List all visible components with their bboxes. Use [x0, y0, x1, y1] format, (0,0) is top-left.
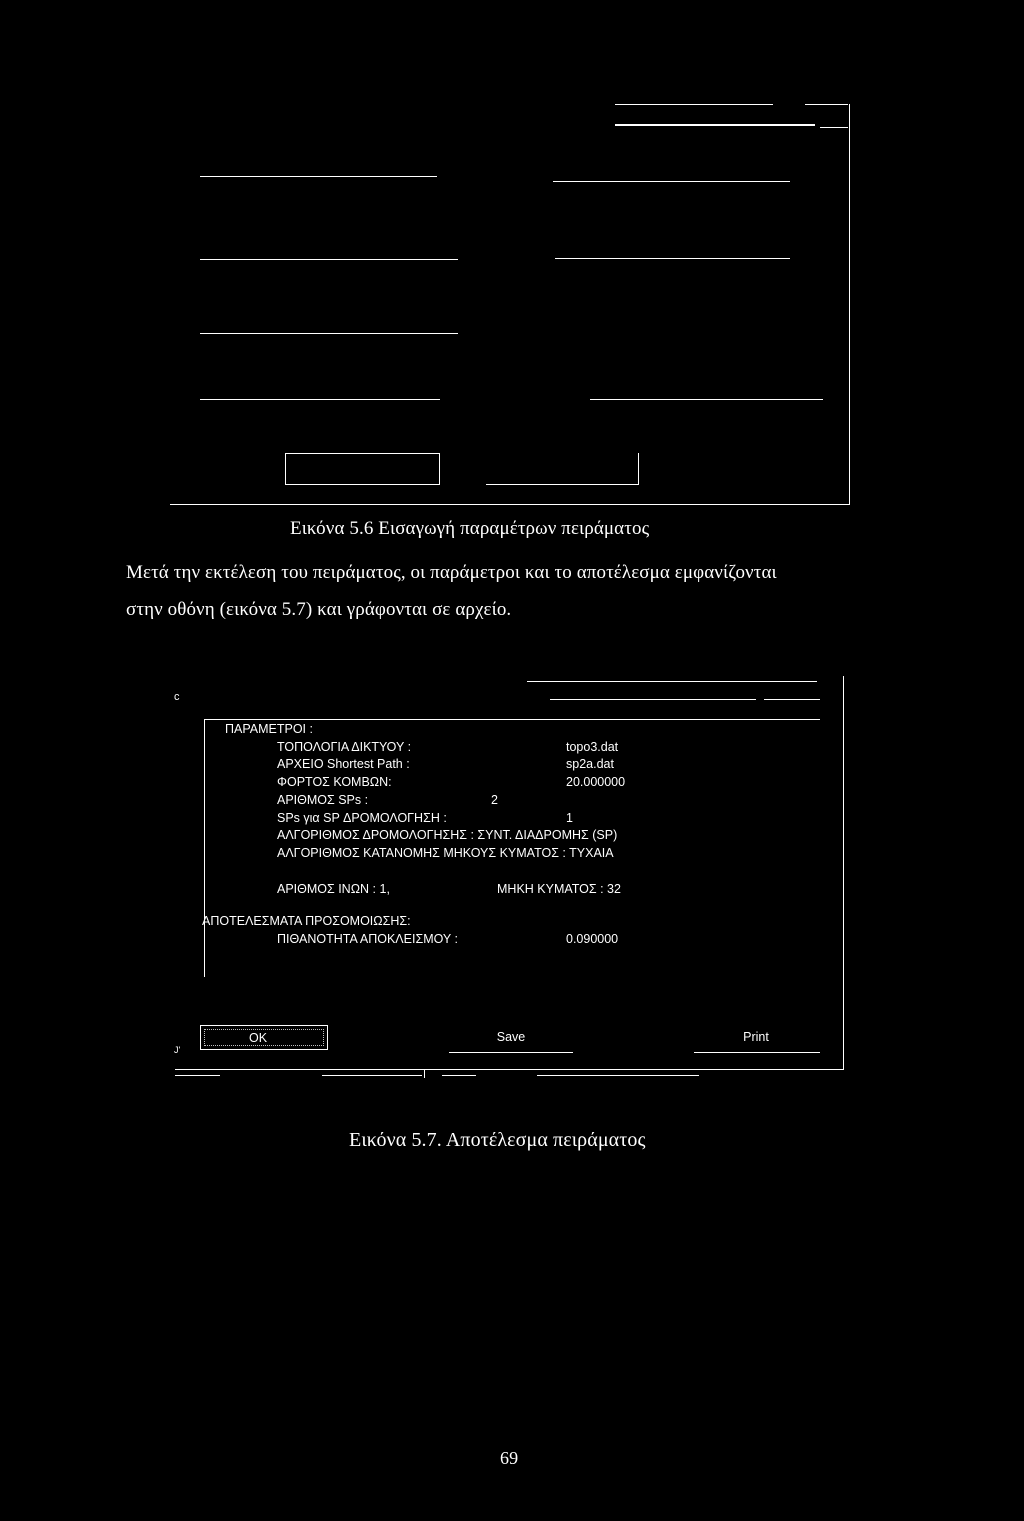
param-label: ΤΟΠΟΛΟΓΙΑ ΔΙΚΤΥΟΥ :	[277, 740, 412, 754]
form-right-border	[849, 104, 850, 504]
param-label: ΦΟΡΤΟΣ ΚΟΜΒΩΝ:	[277, 775, 392, 789]
form-field-line	[200, 333, 458, 334]
form-field-line	[200, 259, 458, 260]
body-text-line-1: Μετά την εκτέλεση του πειράματος, οι παράμετροι και το αποτέλεσμα εμφανίζονται	[126, 562, 777, 583]
statusbar-divider	[424, 1069, 425, 1078]
form-bottom-border	[170, 504, 850, 505]
param-value: topo3.dat	[566, 740, 619, 754]
statusbar-line	[175, 1075, 220, 1076]
titlebar-line	[550, 699, 756, 700]
routing-algorithm: ΑΛΓΟΡΙΘΜΟΣ ΔΡΟΜΟΛΟΓΗΣΗΣ : ΣΥΝΤ. ΔΙΑΔΡΟΜΗΣ (SP)	[277, 828, 618, 842]
param-value: 1	[566, 811, 573, 825]
titlebar-line	[527, 681, 817, 682]
output-panel-top	[204, 719, 820, 720]
save-button-underline	[449, 1052, 573, 1053]
form-field-line	[200, 176, 437, 177]
dialog-bottom-border	[175, 1069, 843, 1070]
param-label: SPs για SP ΔΡΟΜΟΛΟΓΗΣΗ :	[277, 811, 447, 825]
titlebar-line	[820, 127, 848, 128]
titlebar-line	[615, 124, 815, 126]
params-heading: ΠΑΡΑΜΕΤΡΟΙ :	[225, 722, 313, 736]
blocking-label: ΠΙΘΑΝΟΤΗΤΑ ΑΠΟΚΛΕΙΣΜΟΥ :	[277, 932, 458, 946]
fibers-count: ΑΡΙΘΜΟΣ ΙΝΩΝ : 1,	[277, 882, 390, 896]
titlebar-line	[615, 104, 773, 105]
param-label: ΑΡΧΕΙΟ Shortest Path :	[277, 757, 410, 771]
left-mark: J'	[174, 1045, 181, 1055]
save-button-label: Save	[496, 1030, 526, 1044]
output-panel-left	[204, 719, 205, 977]
print-button[interactable]	[694, 1030, 818, 1044]
form-field-line	[590, 399, 823, 400]
param-value: 20.000000	[566, 775, 626, 789]
titlebar-line	[805, 104, 848, 105]
wavelength-algorithm: ΑΛΓΟΡΙΘΜΟΣ ΚΑΤΑΝΟΜΗΣ ΜΗΚΟΥΣ ΚΥΜΑΤΟΣ : ΤΥΧΑΙΑ	[277, 846, 614, 860]
form-button[interactable]	[285, 453, 440, 485]
ok-button-label: OK	[249, 1031, 268, 1045]
form-field-line	[555, 258, 790, 259]
results-heading: ΑΠΟΤΕΛΕΣΜΑΤΑ ΠΡΟΣΟΜΟΙΩΣΗΣ:	[202, 914, 411, 928]
form-field-line	[200, 399, 440, 400]
body-text-line-2: στην οθόνη (εικόνα 5.7) και γράφονται σε αρχείο.	[126, 599, 512, 620]
form-button-line	[638, 453, 639, 485]
print-button-underline	[694, 1052, 820, 1053]
page-number: 69	[500, 1448, 519, 1468]
wavelength-count: ΜΗΚΗ ΚΥΜΑΤΟΣ : 32	[497, 882, 621, 896]
param-value: sp2a.dat	[566, 757, 614, 771]
figure-5-6-caption: Εικόνα 5.6 Εισαγωγή παραμέτρων πειράματος	[290, 518, 650, 539]
param-label: ΑΡΙΘΜΟΣ SPs :	[277, 793, 369, 807]
titlebar-line	[764, 699, 820, 700]
param-value: 2	[491, 793, 498, 807]
form-field-line	[553, 181, 790, 182]
statusbar-line	[322, 1075, 422, 1076]
statusbar-line	[537, 1075, 699, 1076]
dialog-right-border	[843, 676, 844, 1070]
print-button-label: Print	[743, 1030, 769, 1044]
dialog-corner-mark: c	[174, 691, 180, 703]
save-button[interactable]	[449, 1030, 573, 1044]
figure-5-7-caption: Εικόνα 5.7. Αποτέλεσμα πειράματος	[349, 1129, 646, 1151]
form-button-line	[486, 484, 638, 485]
blocking-value: 0.090000	[566, 932, 619, 946]
ok-button[interactable]	[200, 1025, 328, 1050]
statusbar-line	[442, 1075, 476, 1076]
